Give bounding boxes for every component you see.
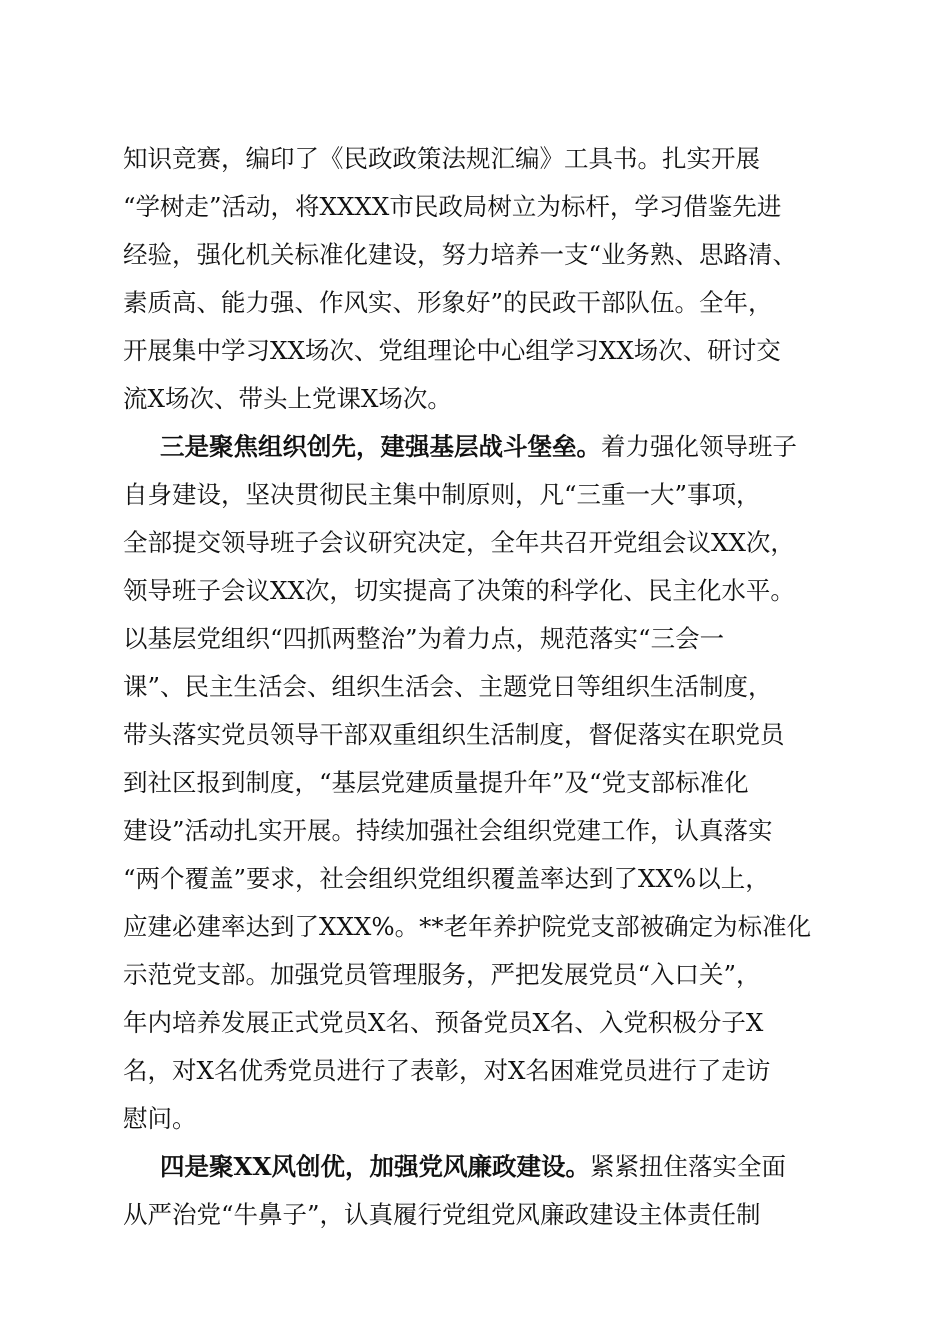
paragraph-heading: 四是聚XX风创优，加强党风廉政建设。 — [160, 1152, 591, 1181]
text-line: 年内培养发展正式党员X名、预备党员X名、入党积极分子X — [123, 1008, 764, 1037]
text-line: 名，对X名优秀党员进行了表彰，对X名困难党员进行了走访 — [123, 1056, 771, 1085]
text-line: 流X场次、带头上党课X场次。 — [123, 384, 452, 413]
paragraph-text: 紧紧扭住落实全面 — [590, 1152, 787, 1181]
paragraph-heading: 三是聚焦组织创先，建强基层战斗堡垒。 — [160, 432, 601, 461]
text-line: 到社区报到制度，“基层党建质量提升年”及“党支部标准化 — [123, 768, 749, 797]
text-line: 课”、民主生活会、组织生活会、主题党日等组织生活制度， — [123, 672, 773, 701]
text-line: 经验，强化机关标准化建设，努力培养一支“业务熟、思路清、 — [123, 240, 798, 269]
text-line: “两个覆盖”要求，社会组织党组织覆盖率达到了XX%以上， — [123, 864, 770, 893]
text-line: 慰问。 — [123, 1104, 197, 1133]
text-line: 全部提交领导班子会议研究决定，全年共召开党组会议XX次， — [123, 528, 795, 557]
text-line: 开展集中学习XX场次、党组理论中心组学习XX场次、研讨交 — [123, 336, 781, 365]
paragraph-text: 着力强化领导班子 — [601, 432, 797, 461]
text-line: 建设”活动扎实开展。持续加强社会组织党建工作，认真落实 — [123, 816, 773, 845]
text-line: “学树走”活动，将XXXX市民政局树立为标杆，学习借鉴先进 — [123, 192, 782, 221]
text-line: 知识竞赛，编印了《民政政策法规汇编》工具书。扎实开展 — [123, 144, 760, 173]
text-line: 自身建设，坚决贯彻民主集中制原则，凡“三重一大”事项， — [123, 480, 761, 509]
paragraph-first-line — [160, 427, 880, 467]
paragraph-first-line — [160, 1147, 880, 1187]
text-line: 领导班子会议XX次，切实提高了决策的科学化、民主化水平。 — [123, 576, 795, 605]
text-line: 应建必建率达到了XXX%。**老年养护院党支部被确定为标准化 — [123, 912, 812, 941]
text-line: 示范党支部。加强党员管理服务，严把发展党员“入口关”， — [123, 960, 761, 989]
text-line: 素质高、能力强、作风实、形象好”的民政干部队伍。全年， — [123, 288, 773, 317]
text-line: 以基层党组织“四抓两整治”为着力点，规范落实“三会一 — [123, 624, 725, 653]
text-line: 带头落实党员领导干部双重组织生活制度，督促落实在职党员 — [123, 720, 785, 749]
text-line: 从严治党“牛鼻子”，认真履行党组党风廉政建设主体责任制 — [123, 1200, 761, 1229]
